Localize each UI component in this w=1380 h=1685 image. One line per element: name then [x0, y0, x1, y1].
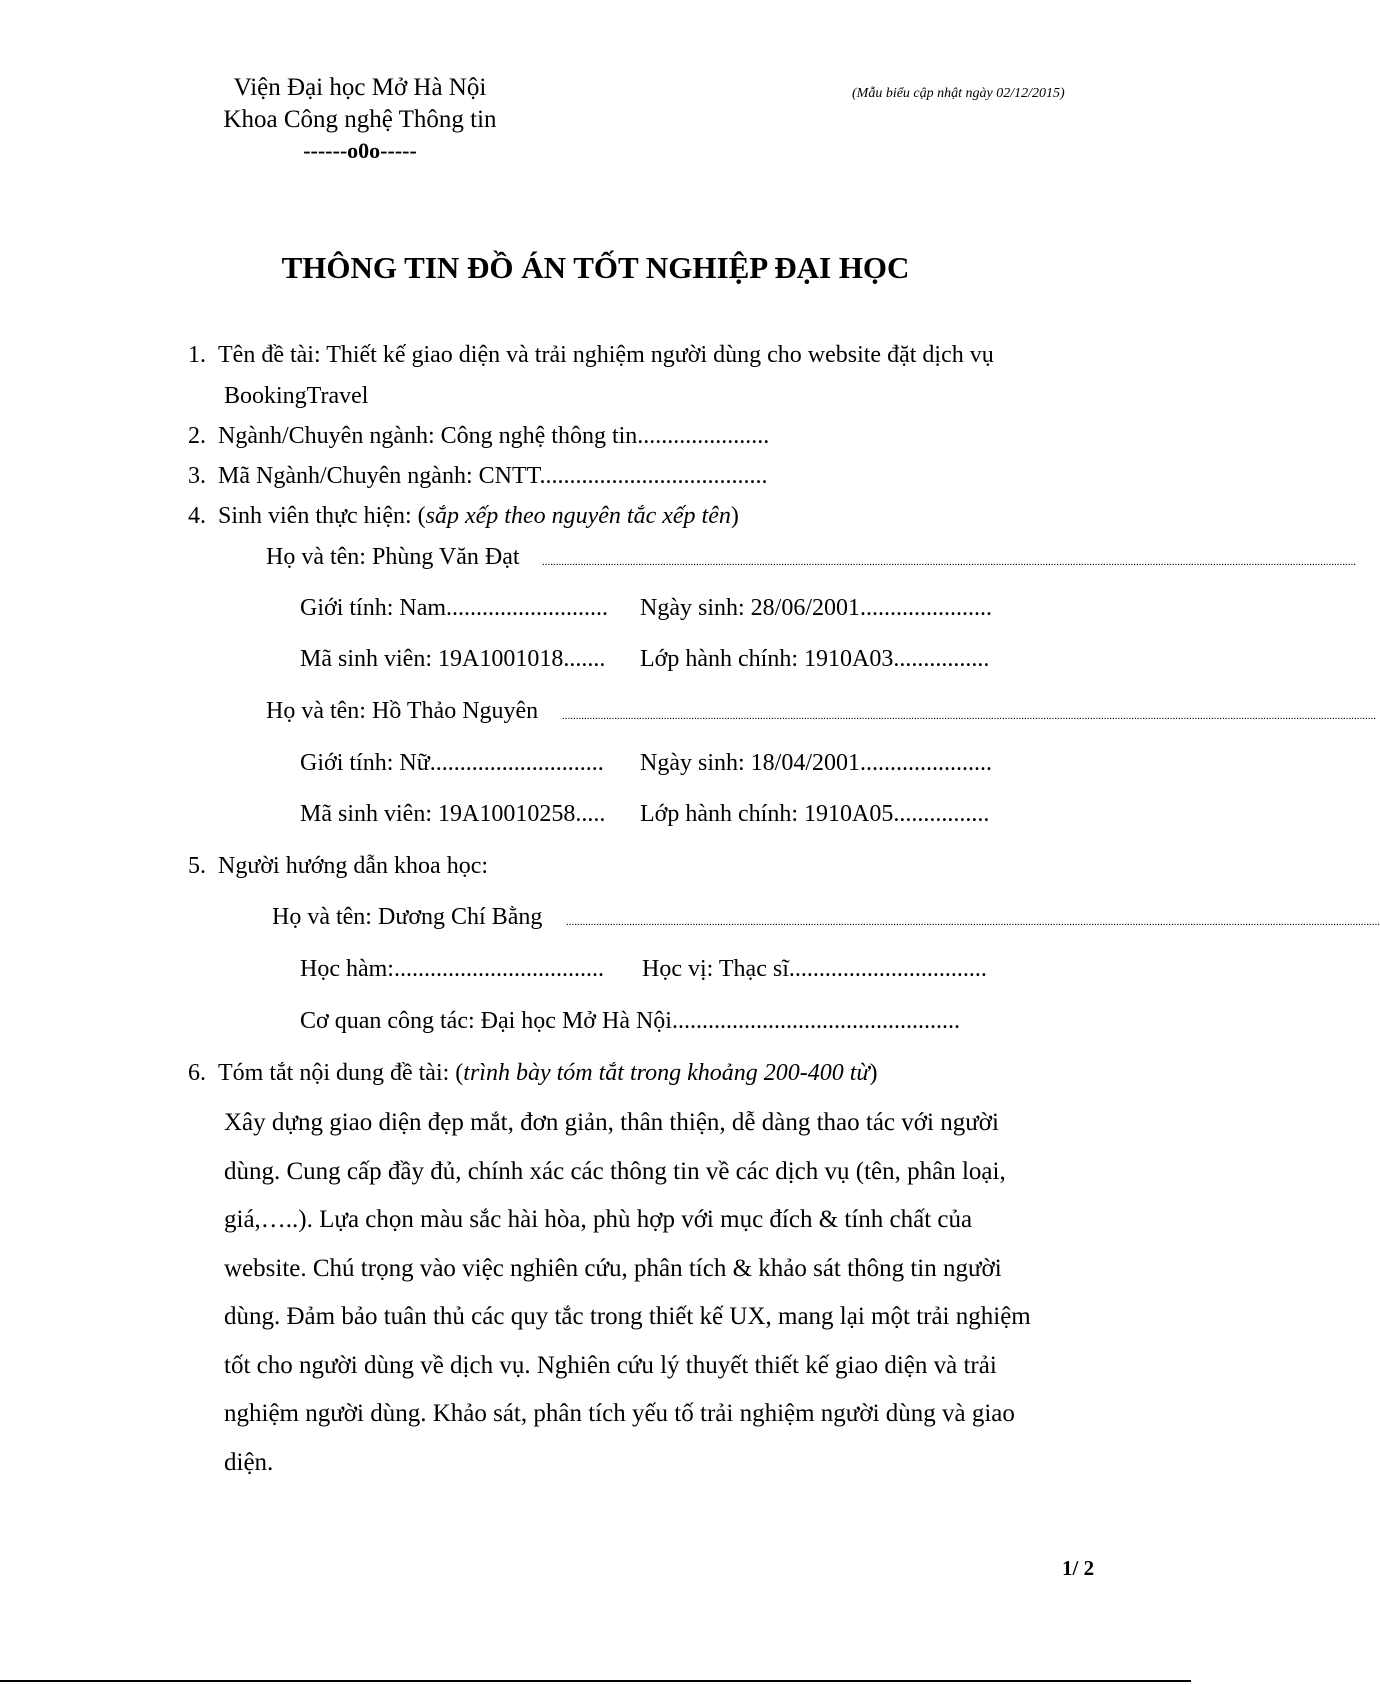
- student-2-name-row: [266, 698, 538, 725]
- summary-heading-note: trình bày tóm tắt trong khoảng 200-400 từ: [463, 1060, 870, 1086]
- faculty-name: Khoa Công nghệ Thông tin: [223, 106, 497, 133]
- dot-leader: ........................................................................................................................................................................................................................................................................................................: [566, 916, 1380, 928]
- student-name: Hồ Thảo Nguyên: [371, 698, 539, 724]
- student-1-name-row: [266, 544, 520, 571]
- item-number: 2.: [188, 423, 206, 449]
- item-1-topic: [188, 342, 994, 369]
- major-code-text: Mã Ngành/Chuyên ngành: CNTT......................................: [218, 463, 768, 489]
- advisor-name: Dương Chí Bằng: [377, 904, 543, 930]
- item-4-students: [188, 503, 739, 530]
- dot-leader: ........................................................................................................................................................................................................................................................................................................: [542, 556, 1356, 568]
- summary-heading-close: ): [869, 1060, 878, 1086]
- item-number: 5.: [188, 853, 206, 879]
- student-1-gender: Giới tính: Nam...........................: [300, 595, 609, 621]
- topic-line-2: BookingTravel: [224, 383, 369, 409]
- summary-heading-text: Tóm tắt nội dung đề tài: (: [218, 1060, 464, 1086]
- advisor-workplace: Cơ quan công tác: Đại học Mở Hà Nội................................................: [300, 1008, 960, 1034]
- advisor-heading-text: Người hướng dẫn khoa học:: [218, 853, 489, 879]
- header-ornament: ------o0o-----: [303, 138, 417, 163]
- students-heading-close: ): [730, 503, 739, 529]
- name-label: Họ và tên:: [266, 698, 366, 724]
- item-number: 4.: [188, 503, 206, 529]
- page-number: 1/ 2: [1062, 1556, 1095, 1580]
- form-update-note: (Mẫu biểu cập nhật ngày 02/12/2015): [852, 86, 1065, 101]
- item-6-summary: [188, 1060, 877, 1087]
- item-2-major: [188, 423, 769, 450]
- student-2-gender: Giới tính: Nữ.............................: [300, 750, 604, 776]
- item-number: 3.: [188, 463, 206, 489]
- item-5-advisor: [188, 853, 488, 880]
- students-heading-text: Sinh viên thực hiện: (: [218, 503, 426, 529]
- name-label: Họ và tên:: [272, 904, 372, 930]
- student-1-id: Mã sinh viên: 19A1001018.......: [300, 646, 606, 672]
- advisor-degree: Học vị: Thạc sĩ.................................: [642, 956, 987, 982]
- footer-rule: [0, 1680, 1191, 1682]
- student-1-dob: Ngày sinh: 28/06/2001......................: [640, 595, 992, 621]
- major-text: Ngành/Chuyên ngành: Công nghệ thông tin......................: [218, 423, 770, 449]
- item-3-major-code: [188, 463, 768, 490]
- students-heading-note: sắp xếp theo nguyên tắc xếp tên: [425, 503, 731, 529]
- item-number: 1.: [188, 342, 206, 368]
- dot-leader: ........................................................................................................................................................................................................................................................................................................: [562, 710, 1376, 722]
- item-number: 6.: [188, 1060, 206, 1086]
- student-2-class: Lớp hành chính: 1910A05................: [640, 801, 990, 827]
- student-2-id: Mã sinh viên: 19A10010258.....: [300, 801, 606, 827]
- student-2-dob: Ngày sinh: 18/04/2001......................: [640, 750, 992, 776]
- advisor-name-row: [272, 904, 542, 931]
- name-label: Họ và tên:: [266, 544, 366, 570]
- student-name: Phùng Văn Đạt: [371, 544, 520, 570]
- summary-paragraph: Xây dựng giao diện đẹp mắt, đơn giản, thân thiện, dễ dàng thao tác với người dùng. Cung cấp đầy đủ, chính xác các thông tin về các dịch vụ (tên, phân loại, giá,…..). Lựa chọn màu sắc hài hòa, phù hợp với mục đích & tính chất của website. Chú trọng vào việc nghiên cứu, phân tích & khảo sát thông tin người dùng. Đảm bảo tuân thủ các quy tắc trong thiết kế UX, mang lại một trải nghiệm tốt cho người dùng về dịch vụ. Nghiên cứu lý thuyết thiết kế giao diện và trải nghiệm người dùng. Khảo sát, phân tích yếu tố trải nghiệm người dùng và giao diện.: [224, 1109, 1031, 1476]
- student-1-class: Lớp hành chính: 1910A03................: [640, 646, 990, 672]
- topic-line-1: Tên đề tài: Thiết kế giao diện và trải nghiệm người dùng cho website đặt dịch vụ: [218, 342, 994, 368]
- institute-name: Viện Đại học Mở Hà Nội: [233, 74, 487, 101]
- document-title: THÔNG TIN ĐỒ ÁN TỐT NGHIỆP ĐẠI HỌC: [281, 250, 910, 285]
- advisor-rank: Học hàm:...................................: [300, 956, 604, 982]
